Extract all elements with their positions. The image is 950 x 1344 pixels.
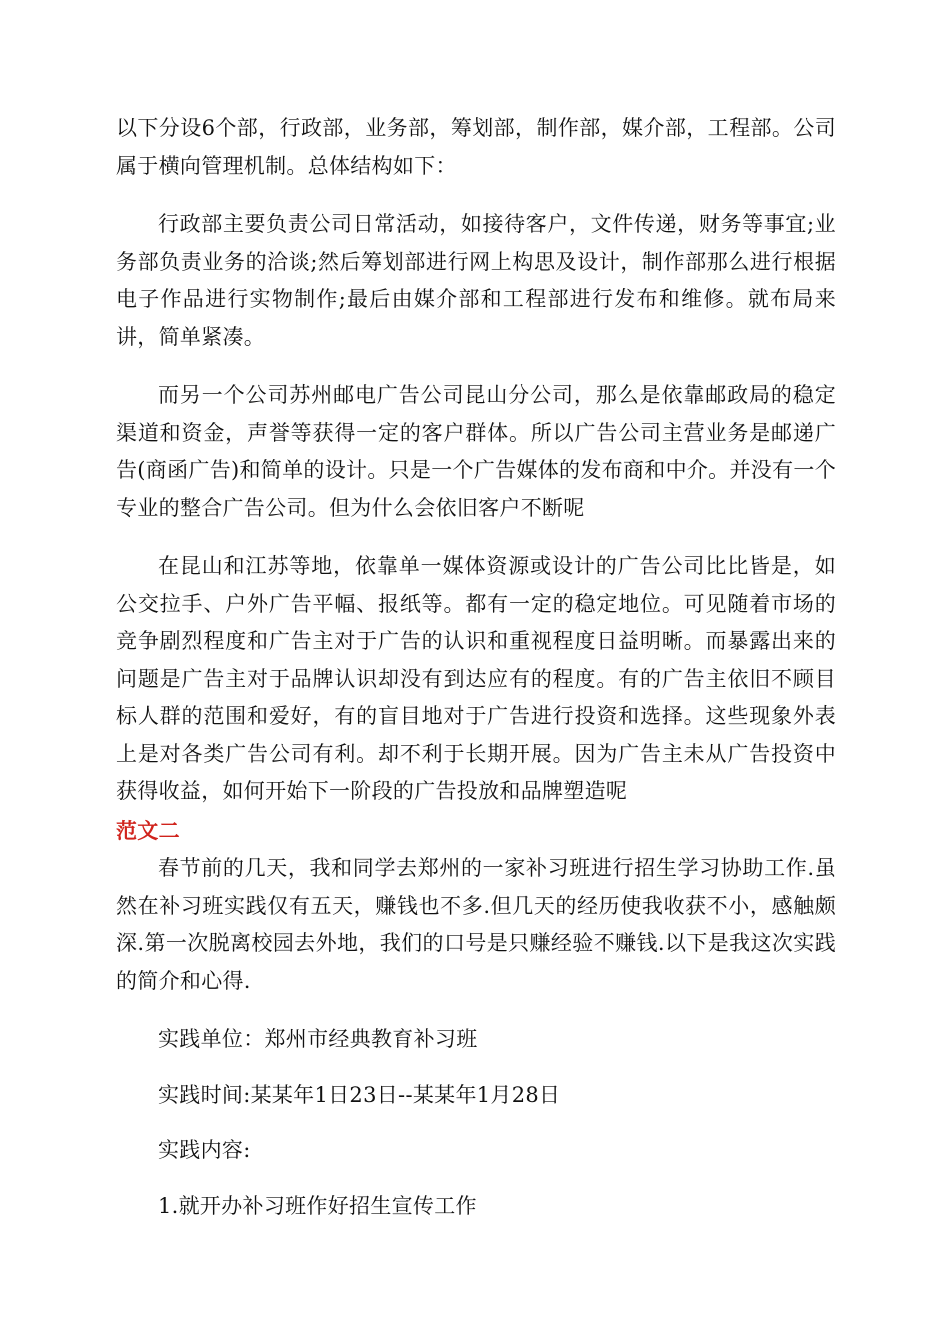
document-page xyxy=(116,110,836,1243)
practice-unit: 实践单位：郑州市经典教育补习班 xyxy=(158,1027,478,1051)
practice-time: 实践时间:某某年1日23日--某某年1月28日 xyxy=(158,1082,561,1107)
paragraph-admin-dept: 行政部主要负责公司日常活动，如接待客户，文件传递，财务等事宜;业务部负责业务的洽谈;然后筹划部进行网上构思及设计，制作部那么进行根据电子作品进行实物制作;最后由媒介部和工程部进行发布和维修。就布局来讲，简单紧凑。 xyxy=(116,212,836,349)
paragraph-structure: 以下分设6个部，行政部，业务部，筹划部，制作部，媒介部，工程部。公司属于横向管理机制。总体结构如下： xyxy=(116,116,836,178)
section-title-fanwen2: 范文二 xyxy=(116,818,180,843)
paragraph-kunshan-market: 在昆山和江苏等地，依靠单一媒体资源或设计的广告公司比比皆是，如公交拉手、户外广告平幅、报纸等。都有一定的稳定地位。可见随着市场的竞争剧烈程度和广告主对于广告的认识和重视程度日益明晰。而暴露出来的问题是广告主对于品牌认识却没有到达应有的程度。有的广告主依旧不顾目标人群的范围和爱好，有的盲目地对于广告进行投资和选择。这些现象外表上是对各类广告公司有利。却不利于长期开展。因为广告主未从广告投资中获得收益，如何开始下一阶段的广告投放和品牌塑造呢 xyxy=(116,554,836,803)
practice-content-label: 实践内容: xyxy=(158,1138,251,1162)
practice-item-1: 1.就开办补习班作好招生宣传工作 xyxy=(158,1193,477,1218)
paragraph-intro: 春节前的几天，我和同学去郑州的一家补习班进行招生学习协助工作.虽然在补习班实践仅有五天，赚钱也不多.但几天的经历使我收获不小，感触颇深.第一次脱离校园去外地，我们的口号是只赚经验不赚钱.以下是我这次实践的简介和心得. xyxy=(116,856,836,993)
paragraph-suzhou-company: 而另一个公司苏州邮电广告公司昆山分公司，那么是依靠邮政局的稳定渠道和资金，声誉等获得一定的客户群体。所以广告公司主营业务是邮递广告(商函广告)和简单的设计。只是一个广告媒体的发布商和中介。并没有一个专业的整合广告公司。但为什么会依旧客户不断呢 xyxy=(116,383,836,520)
